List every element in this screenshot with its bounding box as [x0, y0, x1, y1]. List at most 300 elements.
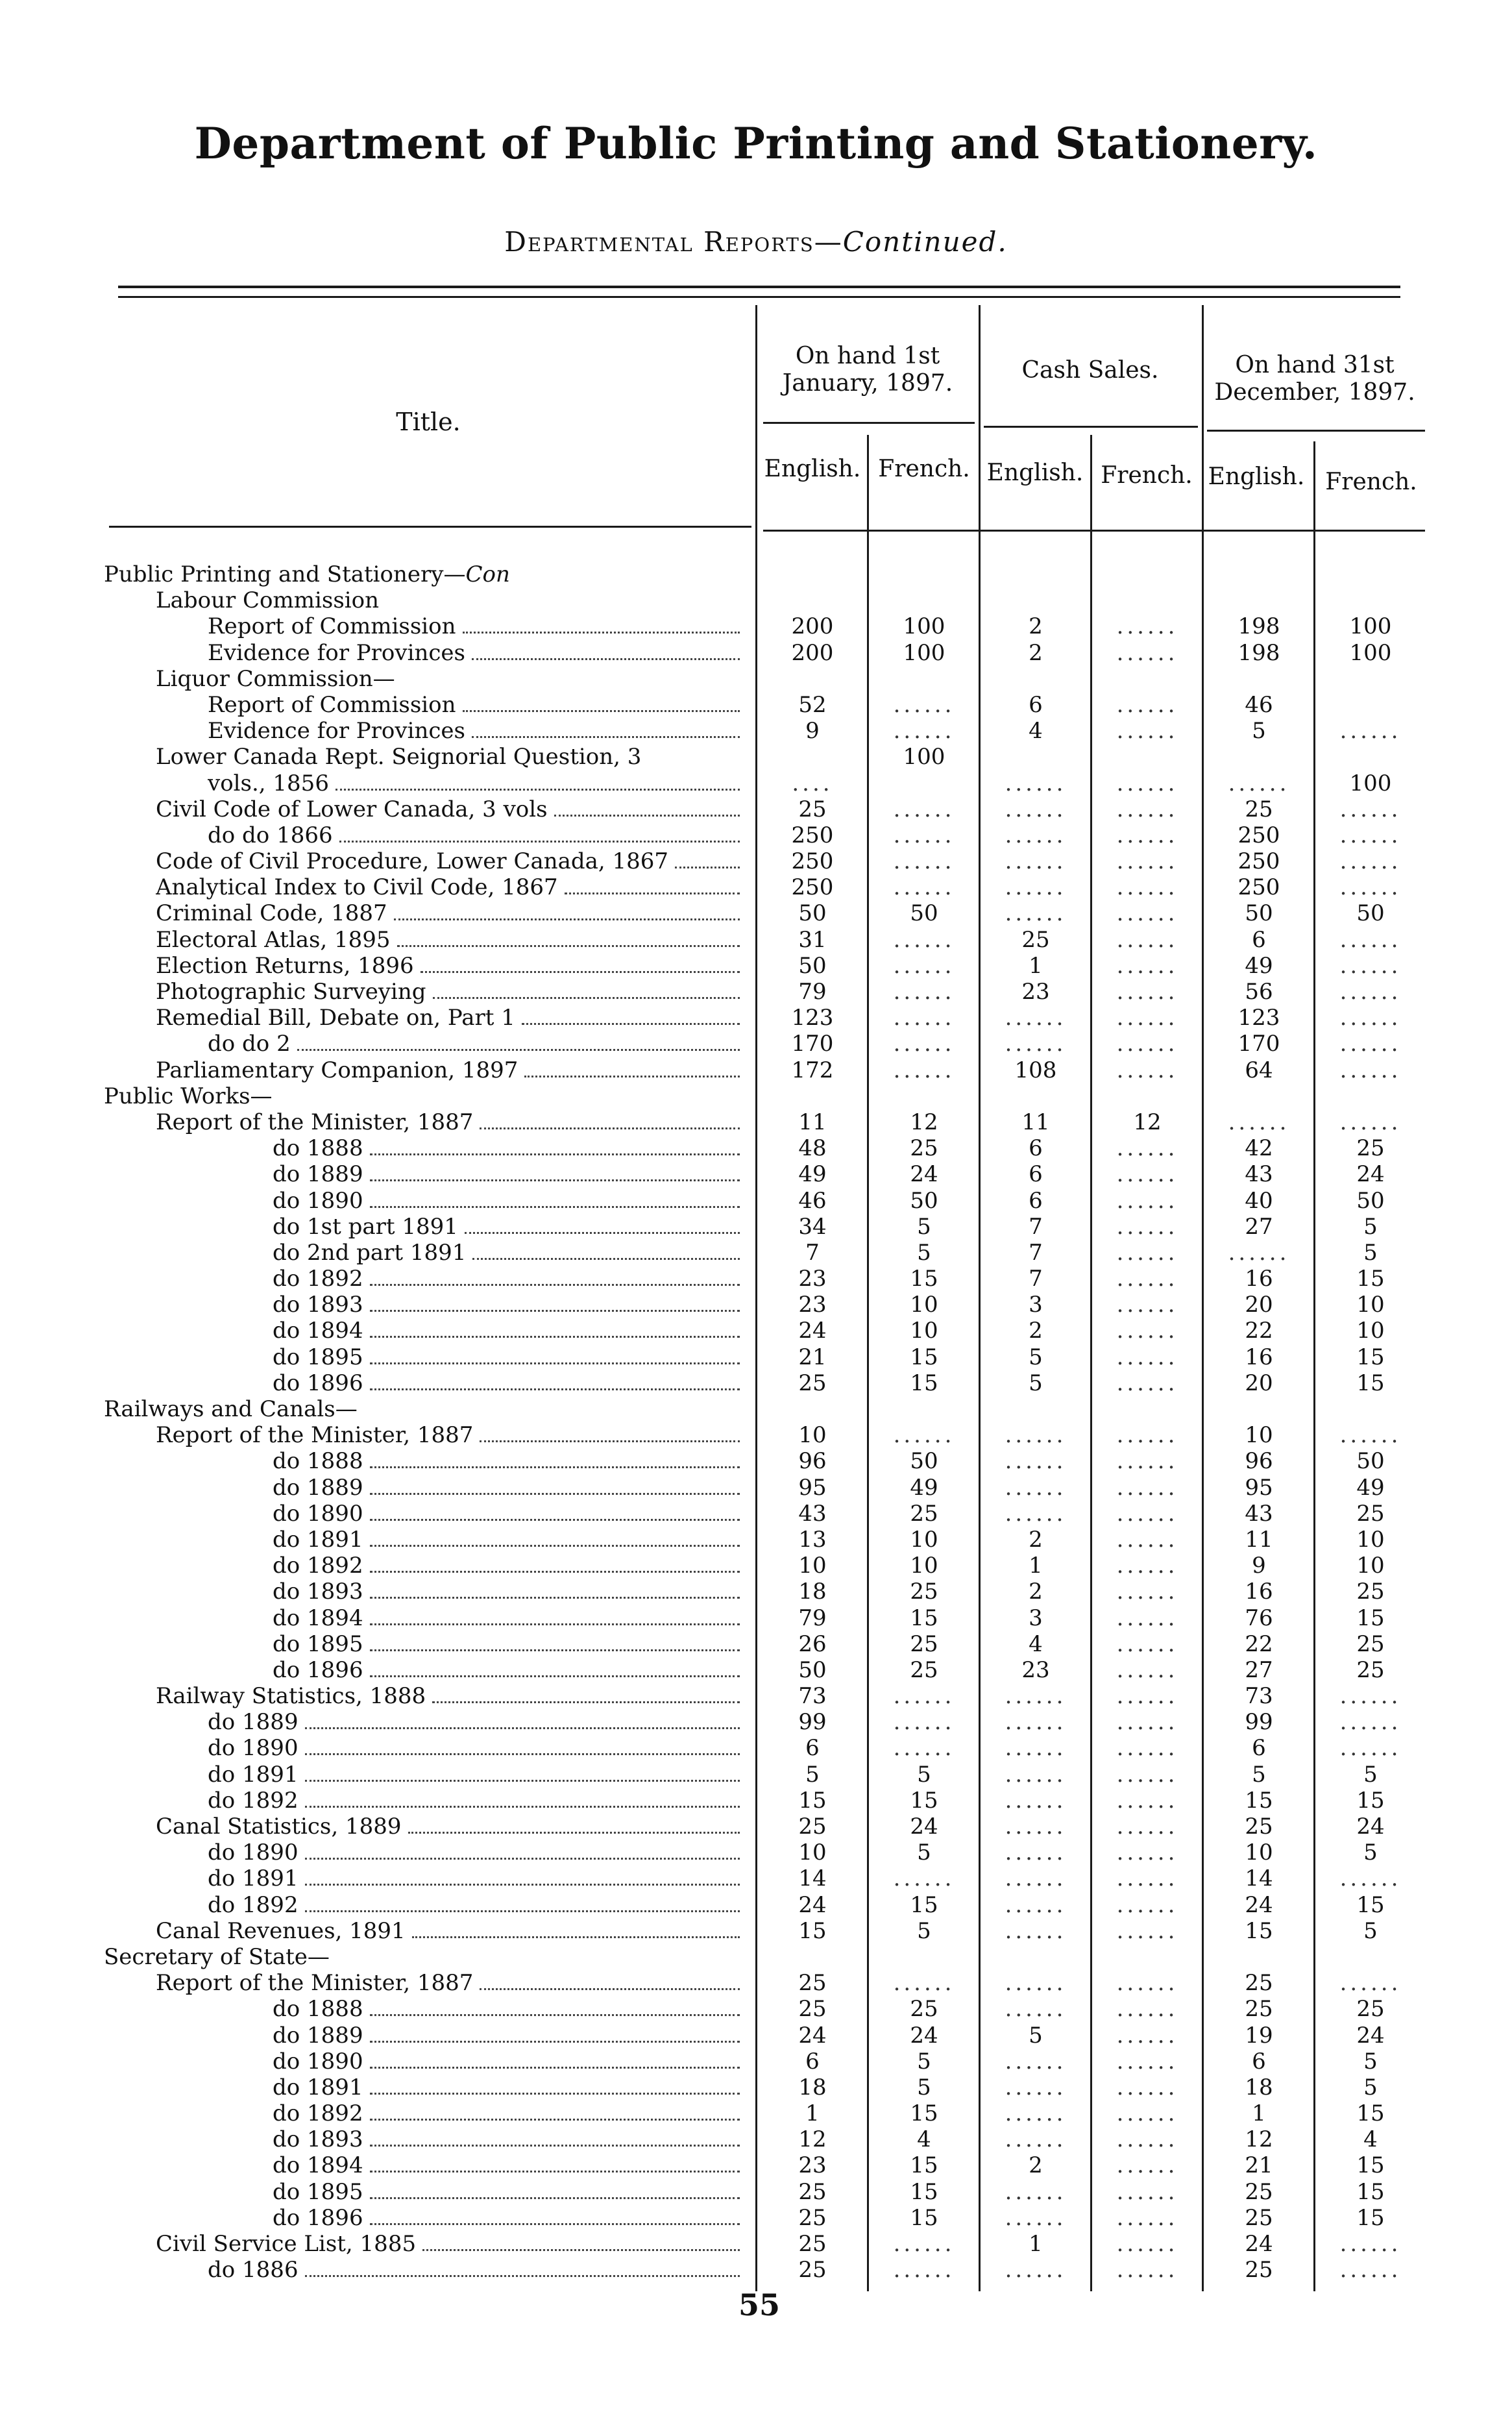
dot-leader — [463, 632, 740, 634]
row-title — [208, 822, 746, 849]
dot-leader — [370, 1493, 740, 1495]
row-title — [273, 1475, 746, 1501]
table-row — [0, 1135, 1512, 1161]
row-value: 5 — [805, 1761, 820, 1788]
row-value: ...... — [1116, 1970, 1178, 1997]
table-row — [0, 1996, 1512, 2022]
group-rule-cash — [984, 426, 1198, 428]
row-value: ...... — [1339, 822, 1402, 848]
row-value: 25 — [910, 1656, 938, 1683]
row-value: 15 — [910, 1370, 938, 1396]
dot-leader — [370, 1336, 740, 1338]
row-title — [273, 2152, 746, 2179]
dot-leader — [339, 841, 740, 843]
row-value: 6 — [1252, 926, 1266, 953]
row-title-text: Civil Service List, 1885 — [156, 2231, 417, 2257]
table-row — [0, 1396, 1512, 1422]
row-value: 50 — [1356, 900, 1385, 927]
row-value: ...... — [893, 718, 955, 745]
row-value: 10 — [910, 1526, 938, 1553]
row-title — [208, 1031, 746, 1057]
row-value: 24 — [910, 1161, 938, 1188]
table-row — [0, 822, 1512, 848]
dot-leader — [370, 1571, 740, 1573]
row-value: 3 — [1029, 1292, 1043, 1318]
row-value: 15 — [798, 1787, 827, 1814]
row-value: ...... — [1005, 1500, 1067, 1527]
table-row — [0, 1579, 1512, 1605]
row-value: 12 — [1245, 2126, 1273, 2153]
row-title-text: do 1890 — [273, 1500, 363, 1527]
row-value: 64 — [1245, 1057, 1273, 1083]
row-value: ...... — [1339, 796, 1402, 822]
row-value: 19 — [1245, 2022, 1273, 2049]
row-value: ...... — [1005, 1970, 1067, 1997]
row-value: ...... — [1116, 718, 1178, 745]
row-title — [273, 1240, 746, 1266]
row-value: ...... — [1116, 2100, 1178, 2127]
dot-leader — [433, 997, 740, 999]
row-title-text: do 1896 — [273, 1370, 363, 1396]
table-row — [0, 666, 1512, 692]
row-value: 3 — [1029, 1605, 1043, 1631]
row-title — [273, 1292, 746, 1318]
row-value: ...... — [1116, 1474, 1178, 1501]
row-value: ...... — [1116, 2048, 1178, 2074]
top-rule-2 — [118, 296, 1400, 298]
table-row — [0, 692, 1512, 718]
dot-leader — [432, 1701, 740, 1703]
row-value: ...... — [1005, 2048, 1067, 2074]
row-value: 27 — [1245, 1213, 1273, 1240]
row-value: ...... — [893, 926, 955, 953]
row-title-text: do 1892 — [273, 1266, 363, 1292]
row-value: 170 — [791, 1031, 834, 1057]
table-row — [0, 874, 1512, 900]
row-title-text: Public Printing and Stationery— — [104, 561, 466, 587]
row-value: 100 — [1349, 613, 1392, 640]
row-value: ...... — [1339, 718, 1402, 745]
table-row — [0, 1735, 1512, 1761]
row-title-text: Public Works— — [104, 1083, 273, 1109]
row-title — [156, 953, 746, 979]
dot-leader — [370, 1519, 740, 1521]
dot-leader — [370, 2171, 740, 2173]
row-value: 2 — [1029, 1526, 1043, 1553]
row-value: 5 — [1363, 1239, 1378, 1266]
row-value: 52 — [798, 691, 827, 718]
row-value: 18 — [1245, 2074, 1273, 2100]
row-title — [156, 848, 746, 875]
row-title — [208, 718, 746, 745]
table-row — [0, 1422, 1512, 1448]
dot-leader — [480, 1440, 740, 1442]
row-value: 22 — [1245, 1318, 1273, 1344]
row-value: 250 — [1238, 874, 1280, 901]
dot-leader — [421, 971, 740, 973]
dot-leader — [370, 2014, 740, 2016]
row-title-text: do 1891 — [208, 1865, 299, 1892]
row-value: 50 — [798, 900, 827, 927]
row-title-text: do 1890 — [273, 1187, 363, 1214]
row-title-text: Labour Commission — [156, 587, 380, 614]
row-value: ...... — [1116, 1787, 1178, 1814]
row-value: ...... — [1116, 1631, 1178, 1657]
table-row — [0, 2049, 1512, 2074]
table-row — [0, 1475, 1512, 1501]
dot-leader — [675, 867, 740, 868]
row-value: ...... — [1116, 1187, 1178, 1214]
row-value: 25 — [798, 2257, 827, 2283]
table-row — [0, 1657, 1512, 1683]
row-value: 23 — [1021, 979, 1050, 1005]
row-value: 10 — [1245, 1422, 1273, 1449]
table-row — [0, 587, 1512, 613]
subheader-jan-english: English. — [764, 456, 861, 482]
row-value: 25 — [1245, 2257, 1273, 2283]
row-value: ...... — [1339, 1683, 1402, 1710]
row-value: 56 — [1245, 979, 1273, 1005]
row-value: ...... — [893, 1683, 955, 1710]
row-value: 24 — [798, 1318, 827, 1344]
row-value: 15 — [910, 2152, 938, 2179]
row-value: 172 — [791, 1057, 834, 1083]
row-value: ...... — [1116, 822, 1178, 848]
row-value: 2 — [1029, 1579, 1043, 1605]
row-title-text: Parliamentary Companion, 1897 — [156, 1057, 518, 1083]
row-title-text: Photographic Surveying — [156, 979, 426, 1005]
row-value: ...... — [1339, 848, 1402, 875]
row-value: ...... — [1116, 1917, 1178, 1944]
row-value: 7 — [1029, 1266, 1043, 1292]
row-title — [273, 2205, 746, 2232]
row-title — [273, 1448, 746, 1475]
row-title — [156, 744, 746, 770]
row-title — [156, 927, 746, 954]
row-value: ...... — [1339, 1031, 1402, 1057]
table-row — [0, 1344, 1512, 1370]
row-title — [156, 1057, 746, 1084]
subheader-cash-english: English. — [986, 460, 1084, 486]
row-value: 5 — [1363, 1917, 1378, 1944]
row-value: 5 — [1363, 1213, 1378, 1240]
row-value: 200 — [791, 613, 834, 640]
row-value: 200 — [791, 639, 834, 666]
row-value: 11 — [798, 1109, 827, 1135]
row-title — [156, 900, 746, 927]
row-value: 21 — [1245, 2152, 1273, 2179]
row-value: ...... — [1339, 952, 1402, 979]
table-row — [0, 2257, 1512, 2283]
row-title-text: do 1893 — [273, 1579, 363, 1605]
table-row — [0, 2023, 1512, 2049]
row-title-text: do 1889 — [208, 1709, 299, 1736]
row-title-text: do 1895 — [273, 2178, 363, 2205]
row-value: 25 — [798, 2178, 827, 2205]
row-value: 10 — [1356, 1318, 1385, 1344]
row-value: ...... — [1005, 2178, 1067, 2205]
row-value: 23 — [798, 1292, 827, 1318]
table-row — [0, 1161, 1512, 1187]
row-title-text: do 1894 — [273, 1605, 363, 1631]
row-title — [156, 2231, 746, 2258]
subheader-cash-french: French. — [1101, 462, 1193, 489]
row-value: ...... — [1116, 1814, 1178, 1840]
row-value: ...... — [1005, 1422, 1067, 1449]
row-value: ...... — [1116, 1448, 1178, 1475]
row-value: 50 — [798, 952, 827, 979]
table-row — [0, 1944, 1512, 1970]
row-value: 12 — [910, 1109, 938, 1135]
row-title — [104, 1944, 746, 1970]
row-value: 24 — [798, 1891, 827, 1918]
row-value: 49 — [1245, 952, 1273, 979]
row-value: 15 — [910, 1266, 938, 1292]
row-value: ...... — [1005, 1865, 1067, 1892]
row-value: ...... — [893, 1970, 955, 1997]
row-value: ...... — [893, 874, 955, 901]
row-value: ...... — [1116, 1605, 1178, 1631]
row-title-text: do 1890 — [208, 1735, 299, 1762]
row-title-text: Railway Statistics, 1888 — [156, 1683, 426, 1710]
row-value: ...... — [893, 1865, 955, 1892]
row-value: 24 — [910, 1814, 938, 1840]
dot-leader — [370, 1206, 740, 1208]
row-value: 100 — [903, 744, 945, 770]
row-value: 21 — [798, 1344, 827, 1370]
row-title — [208, 1709, 746, 1736]
row-value: 25 — [1356, 1656, 1385, 1683]
row-value: 15 — [1356, 2100, 1385, 2127]
row-title-text: Secretary of State— — [104, 1943, 330, 1970]
row-value: 5 — [917, 1239, 931, 1266]
row-value: 10 — [910, 1553, 938, 1579]
table-row — [0, 1214, 1512, 1240]
dot-leader — [305, 1727, 740, 1729]
row-value: 10 — [910, 1318, 938, 1344]
row-value: 25 — [910, 1996, 938, 2023]
row-value: ...... — [1116, 1344, 1178, 1370]
dot-leader — [370, 2223, 740, 2225]
row-value: 49 — [910, 1474, 938, 1501]
row-value: 5 — [1363, 2048, 1378, 2074]
row-value: 10 — [1356, 1292, 1385, 1318]
row-value: ...... — [1005, 874, 1067, 901]
table-row — [0, 953, 1512, 979]
table-row — [0, 900, 1512, 926]
row-value: ...... — [1116, 1057, 1178, 1083]
row-value: ...... — [1116, 1526, 1178, 1553]
row-value: ...... — [1116, 1161, 1178, 1188]
row-value: 5 — [1363, 1840, 1378, 1866]
row-value: 250 — [791, 874, 834, 901]
row-value: ...... — [1116, 874, 1178, 901]
row-title — [273, 1553, 746, 1579]
table-row — [0, 1292, 1512, 1318]
row-value: 1 — [1252, 2100, 1266, 2127]
row-title — [273, 1318, 746, 1344]
row-title-text: Report of the Minister, 1887 — [156, 1109, 474, 1135]
row-value: 15 — [1356, 2178, 1385, 2205]
row-value: ...... — [1005, 848, 1067, 875]
row-title-text: do 1888 — [273, 1135, 363, 1162]
row-title-text: do 1893 — [273, 1292, 363, 1318]
row-value: 4 — [917, 2126, 931, 2153]
dot-leader — [370, 1310, 740, 1312]
row-value: 2 — [1029, 639, 1043, 666]
row-value: ...... — [1005, 1996, 1067, 2023]
row-title-text: Lower Canada Rept. Seignorial Question, 3 — [156, 744, 642, 770]
row-title-text: Report of Commission — [208, 613, 456, 640]
row-value: ...... — [1116, 1891, 1178, 1918]
row-value: ...... — [1116, 2126, 1178, 2153]
row-title — [104, 1396, 746, 1422]
row-value: 4 — [1029, 1631, 1043, 1657]
dot-leader — [370, 1466, 740, 1468]
dot-leader — [370, 1545, 740, 1547]
row-value: 22 — [1245, 1631, 1273, 1657]
table-row — [0, 927, 1512, 953]
row-value: 16 — [1245, 1266, 1273, 1292]
row-value: 15 — [1356, 1787, 1385, 1814]
group-rule-jan — [763, 422, 975, 424]
row-title — [156, 1918, 746, 1945]
row-value: 95 — [798, 1474, 827, 1501]
row-value: 24 — [1356, 1814, 1385, 1840]
row-title-text: Evidence for Provinces — [208, 639, 465, 666]
row-title — [208, 1892, 746, 1919]
row-value: ...... — [1005, 2257, 1067, 2283]
row-title — [104, 1083, 746, 1109]
row-value: 1 — [805, 2100, 820, 2127]
row-value: ...... — [1005, 1814, 1067, 1840]
row-value: 25 — [798, 2204, 827, 2231]
row-value: 6 — [805, 1735, 820, 1762]
row-value: 23 — [1021, 1656, 1050, 1683]
row-value: ...... — [1005, 1474, 1067, 1501]
row-value: ...... — [1116, 613, 1178, 640]
dot-leader — [370, 2145, 740, 2147]
table-row — [0, 2179, 1512, 2205]
row-value: ...... — [1228, 1239, 1290, 1266]
row-title — [208, 692, 746, 719]
row-value: 10 — [910, 1292, 938, 1318]
row-title-text: Evidence for Provinces — [208, 718, 465, 745]
row-title — [273, 1996, 746, 2023]
row-value: ...... — [1116, 1735, 1178, 1762]
row-value: 100 — [903, 613, 945, 640]
header-rule-cols — [763, 530, 1425, 532]
row-value: ...... — [1005, 1031, 1067, 1057]
row-title — [273, 1501, 746, 1527]
dot-leader — [565, 892, 740, 894]
row-value: ...... — [1005, 2074, 1067, 2100]
row-value: 14 — [1245, 1865, 1273, 1892]
row-title — [273, 2179, 746, 2206]
row-title — [273, 2049, 746, 2075]
row-value: ...... — [1116, 1553, 1178, 1579]
row-title-text: do 1889 — [273, 1474, 363, 1501]
dot-leader — [370, 1623, 740, 1625]
row-value: 25 — [798, 1970, 827, 1997]
table-row — [0, 1631, 1512, 1657]
row-title-text: do 1890 — [208, 1840, 299, 1866]
row-value: 73 — [1245, 1683, 1273, 1710]
row-title — [156, 1970, 746, 1997]
row-value: 24 — [1356, 1161, 1385, 1188]
row-value: ...... — [893, 952, 955, 979]
row-value: ...... — [1005, 1005, 1067, 1031]
row-title-text: Canal Revenues, 1891 — [156, 1917, 406, 1944]
row-value: ...... — [1339, 1865, 1402, 1892]
table-row — [0, 2126, 1512, 2152]
table-row — [0, 1266, 1512, 1292]
table-body — [0, 561, 1512, 2283]
row-title — [273, 1135, 746, 1162]
row-title — [208, 640, 746, 667]
row-title-text: do 1893 — [273, 2126, 363, 2153]
row-value: 250 — [1238, 848, 1280, 875]
row-value: 1 — [1029, 952, 1043, 979]
row-value: 43 — [1245, 1161, 1273, 1188]
dot-leader — [370, 2197, 740, 2199]
row-value: 5 — [1252, 1761, 1266, 1788]
dot-leader — [480, 1127, 740, 1129]
row-value: 25 — [910, 1579, 938, 1605]
row-title-text: do do 2 — [208, 1031, 291, 1057]
row-title-text: Railways and Canals— — [104, 1396, 358, 1422]
row-value: 15 — [910, 1605, 938, 1631]
row-value: ...... — [1116, 926, 1178, 953]
row-title-text: do 1892 — [208, 1891, 299, 1918]
row-value: 40 — [1245, 1187, 1273, 1214]
row-title-text: do 1891 — [208, 1761, 299, 1788]
row-title-text: Electoral Atlas, 1895 — [156, 926, 391, 953]
row-value: 198 — [1238, 613, 1280, 640]
row-value: 6 — [1029, 1161, 1043, 1188]
row-value: ...... — [893, 848, 955, 875]
row-value: 15 — [1356, 2204, 1385, 2231]
row-value: 10 — [1245, 1840, 1273, 1866]
table-row — [0, 1683, 1512, 1709]
row-title — [273, 1188, 746, 1214]
row-value: 15 — [798, 1917, 827, 1944]
dot-leader — [305, 1884, 740, 1886]
row-value: ...... — [1005, 2204, 1067, 2231]
column-header-on-hand-jan: On hand 1st January, 1897. — [782, 343, 953, 397]
row-title-text: do 1888 — [273, 1448, 363, 1475]
row-value: ...... — [1116, 2178, 1178, 2205]
row-value: ...... — [893, 1057, 955, 1083]
column-header-title: Title. — [396, 408, 461, 436]
table-row — [0, 2100, 1512, 2126]
row-value: 9 — [805, 718, 820, 745]
page-title: Department of Public Printing and Stationery. — [194, 118, 1318, 169]
row-value: 20 — [1245, 1370, 1273, 1396]
row-value: 79 — [798, 979, 827, 1005]
row-value: 73 — [798, 1683, 827, 1710]
row-value: ...... — [1116, 1683, 1178, 1710]
table-row — [0, 2231, 1512, 2257]
dot-leader — [408, 1832, 740, 1834]
row-title — [208, 613, 746, 640]
row-title-italic: Con — [465, 561, 510, 587]
row-value: ...... — [1116, 1266, 1178, 1292]
row-value: 4 — [1363, 2126, 1378, 2153]
row-value: ...... — [1116, 1656, 1178, 1683]
row-value: 5 — [917, 1213, 931, 1240]
table-row — [0, 1892, 1512, 1918]
